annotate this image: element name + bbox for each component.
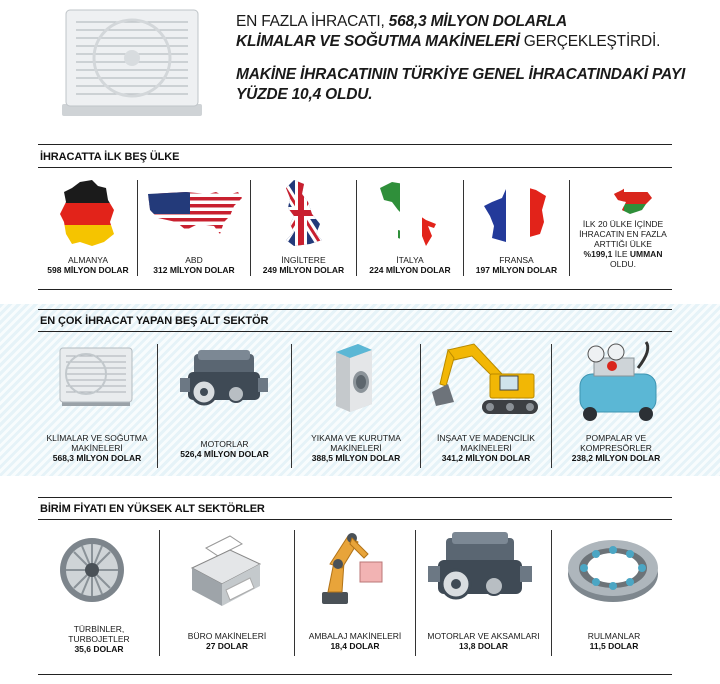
compressor-icon bbox=[576, 340, 660, 422]
section-rule bbox=[38, 519, 672, 520]
section-bottom-rule bbox=[38, 674, 672, 675]
excavator-icon bbox=[430, 340, 542, 424]
country-italy: İTALYA 224 MİLYON DOLAR bbox=[369, 255, 451, 275]
unitprice-section-title: BİRİM FİYATI EN YÜKSEK ALT SEKTÖRLER bbox=[40, 503, 265, 515]
germany-map-icon bbox=[58, 180, 118, 248]
hero-headline bbox=[236, 12, 706, 105]
headline-line-2: KLİMALAR VE SOĞUTMA MAKİNELERİ GERÇEKLEŞTİRDİ. bbox=[236, 33, 661, 50]
air-conditioner-icon bbox=[58, 346, 134, 408]
section-top-rule bbox=[38, 144, 672, 145]
printer-icon bbox=[186, 530, 264, 612]
subsector-washers: YIKAMA VE KURUTMA MAKİNELERİ 388,5 MİLYON DOLAR bbox=[311, 433, 401, 463]
headline-subhead: MAKİNE İHRACATININ TÜRKİYE GENEL İHRACATINDAKİ PAYI YÜZDE 10,4 OLDU. bbox=[236, 66, 686, 103]
country-germany: ALMANYA 598 MİLYON DOLAR bbox=[47, 255, 129, 275]
unitprice-packaging-machines: AMBALAJ MAKİNELERİ 18,4 DOLAR bbox=[308, 631, 402, 651]
usa-map-icon bbox=[146, 190, 244, 236]
countries-section-title: İHRACATTA İLK BEŞ ÜLKE bbox=[40, 151, 180, 163]
washing-machine-icon bbox=[332, 342, 374, 414]
section-rule bbox=[38, 497, 672, 498]
oman-note: İLK 20 ÜLKE İÇİNDE İHRACATIN EN FAZLA ARTTIĞI ÜLKE %199,1 İLE UMMAN OLDU. bbox=[579, 219, 667, 269]
country-france: FRANSA 197 MİLYON DOLAR bbox=[475, 255, 558, 275]
subsector-construction: İNŞAAT VE MADENCİLİK MAKİNELERİ 341,2 MİLYON DOLAR bbox=[437, 433, 535, 463]
uk-map-icon bbox=[280, 180, 322, 246]
column-divider bbox=[569, 180, 570, 276]
robotic-arm-icon bbox=[318, 528, 384, 610]
hero-air-conditioner-image bbox=[62, 8, 202, 120]
engine-icon bbox=[178, 348, 270, 410]
subsectors-section-title: EN ÇOK İHRACAT YAPAN BEŞ ALT SEKTÖR bbox=[40, 315, 269, 327]
unitprice-office-machines: BÜRO MAKİNELERİ 27 DOLAR bbox=[187, 631, 267, 651]
italy-map-icon bbox=[378, 180, 442, 248]
turbine-icon bbox=[58, 530, 126, 614]
engine-parts-icon bbox=[428, 530, 532, 608]
section-rule bbox=[38, 309, 672, 310]
subsector-pumps: POMPALAR VE KOMPRESÖRLER 238,2 MİLYON DOLAR bbox=[571, 433, 661, 463]
unitprice-bearings: RULMANLAR 11,5 DOLAR bbox=[587, 631, 641, 651]
france-map-icon bbox=[482, 180, 554, 246]
country-usa: ABD 312 MİLYON DOLAR bbox=[153, 255, 235, 275]
unitprice-engines-parts: MOTORLAR VE AKSAMLARI 13,8 DOLAR bbox=[427, 631, 540, 651]
country-uk: İNGİLTERE 249 MİLYON DOLAR bbox=[262, 255, 345, 275]
subsector-engines: MOTORLAR 526,4 MİLYON DOLAR bbox=[180, 439, 269, 459]
oman-map-icon bbox=[612, 180, 652, 216]
bearing-icon bbox=[566, 538, 660, 604]
section-rule bbox=[38, 167, 672, 168]
unitprice-turbines: TÜRBİNLER, TURBOJETLER 35,6 DOLAR bbox=[68, 624, 130, 654]
section-rule bbox=[38, 331, 672, 332]
headline-line-1: EN FAZLA İHRACATI, 568,3 MİLYON DOLARLA bbox=[236, 13, 567, 30]
subsector-air-conditioners: KLİMALAR VE SOĞUTMA MAKİNELERİ 568,3 MİLYON DOLAR bbox=[46, 433, 148, 463]
section-rule bbox=[38, 289, 672, 290]
